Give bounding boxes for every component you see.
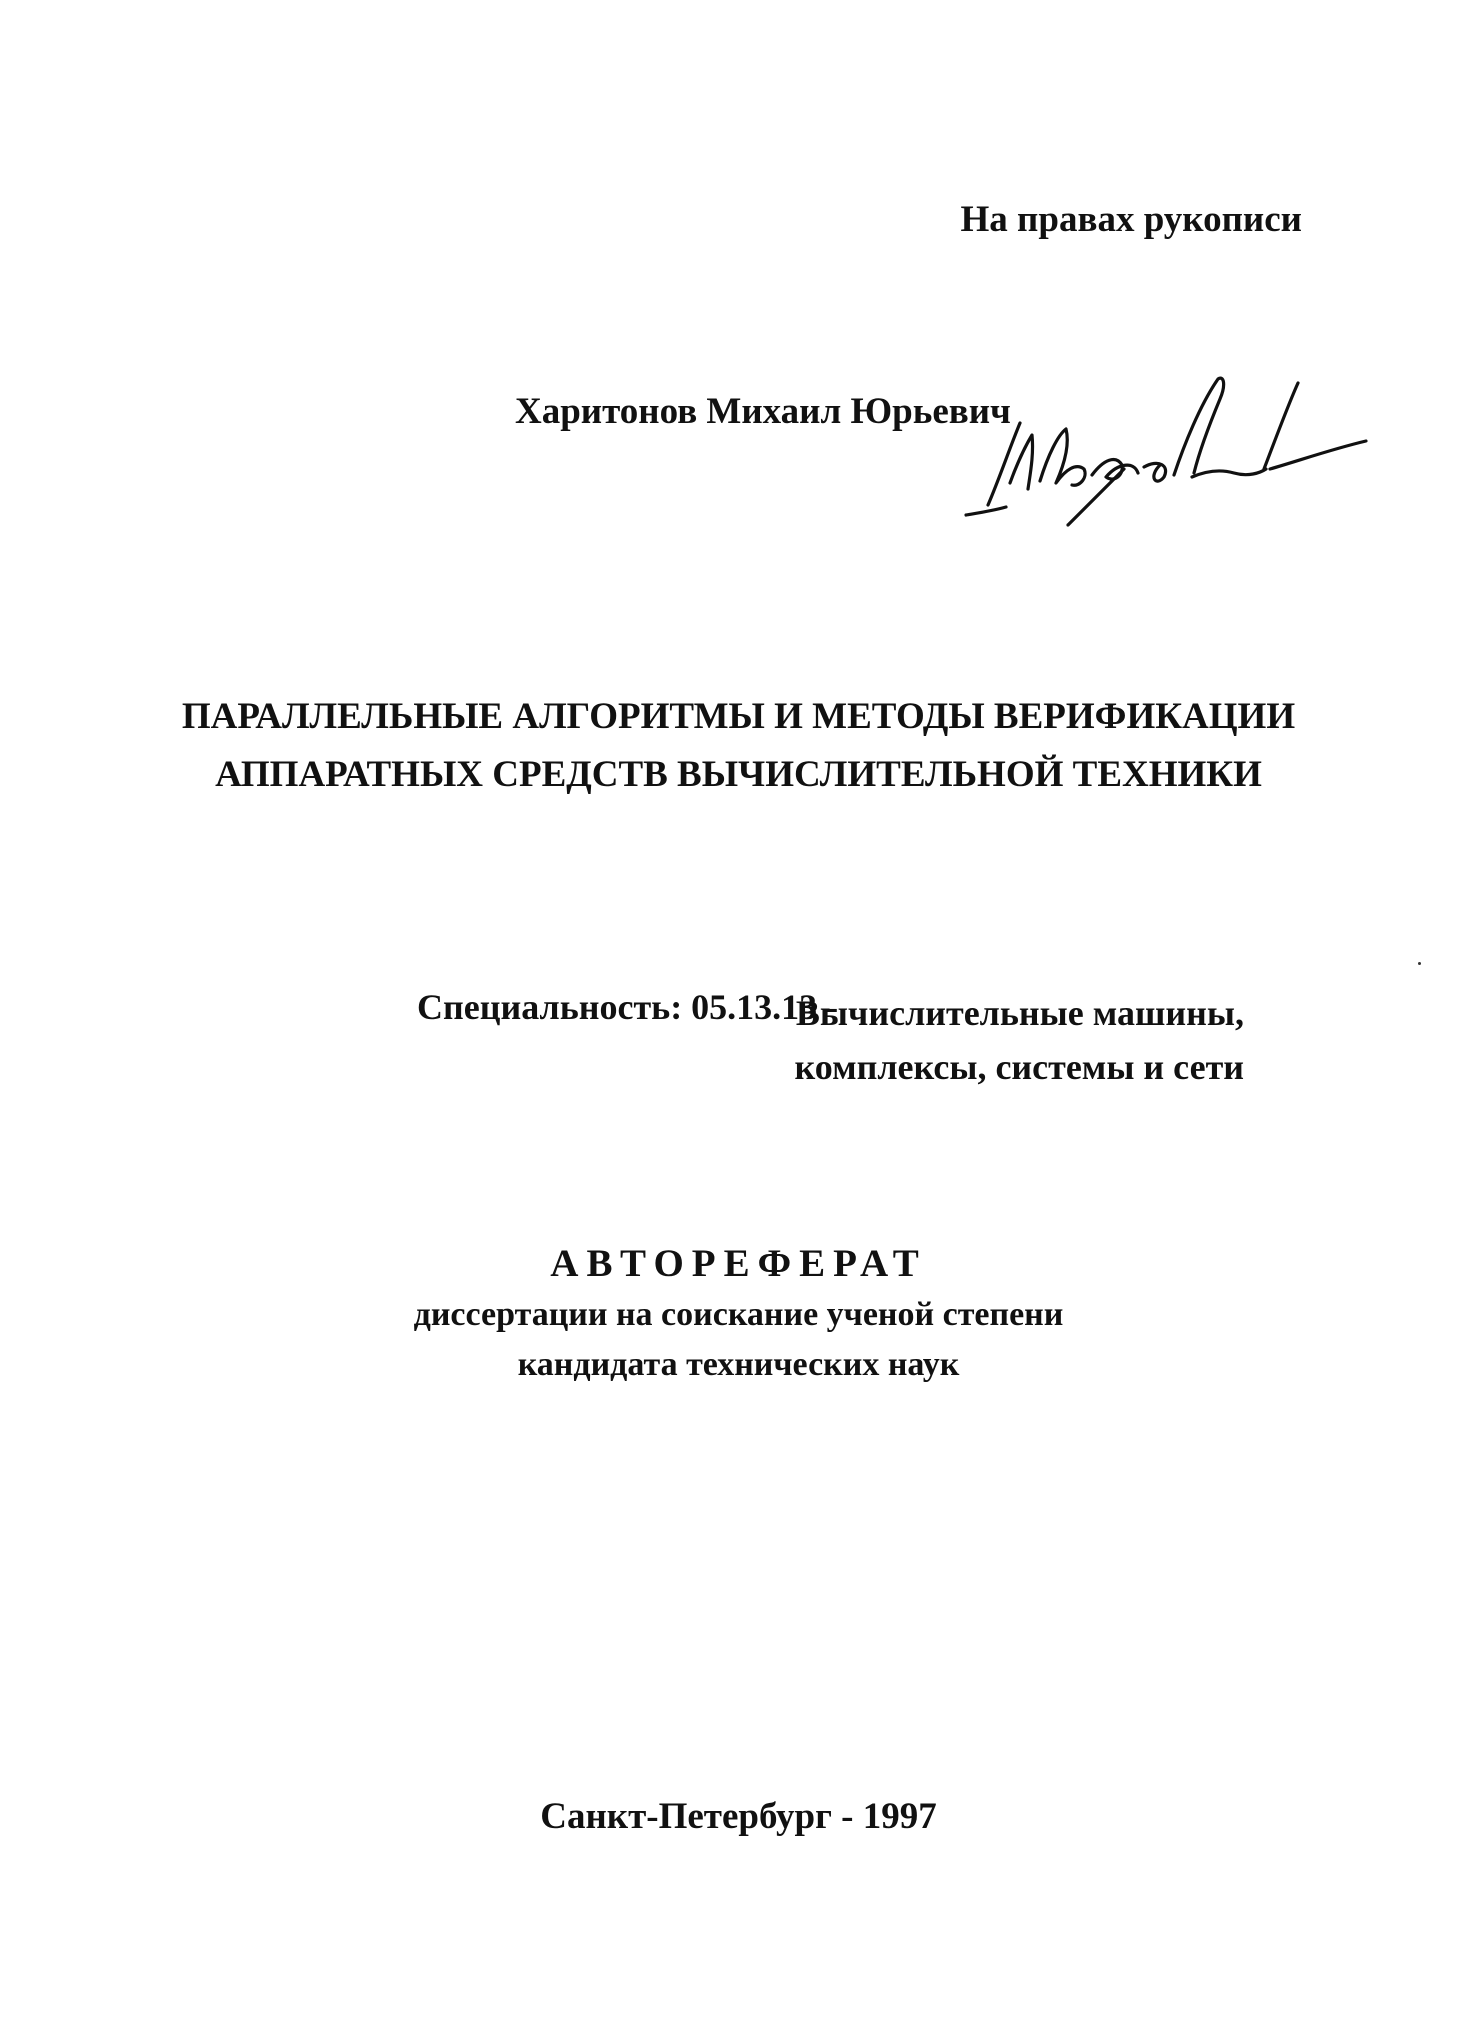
author-name: Харитонов Михаил Юрьевич bbox=[515, 391, 1011, 432]
thesis-title bbox=[0, 688, 1477, 804]
specialty-line-2: комплексы, системы и сети bbox=[794, 1047, 1244, 1087]
abstract-block bbox=[0, 1238, 1477, 1390]
city-year: Санкт-Петербург - 1997 bbox=[540, 1796, 937, 1837]
abstract-subtitle-line-1: диссертации на соискание ученой степени bbox=[413, 1296, 1064, 1333]
specialty-description bbox=[794, 986, 1244, 1094]
manuscript-note: На правах рукописи bbox=[960, 199, 1302, 240]
specialty-label: Специальность: 05.13.13 - bbox=[417, 987, 839, 1027]
scan-speck bbox=[1418, 962, 1421, 965]
thesis-title-line-2: АППАРАТНЫХ СРЕДСТВ ВЫЧИСЛИТЕЛЬНОЙ ТЕХНИКИ bbox=[215, 754, 1262, 795]
thesis-title-line-1: ПАРАЛЛЕЛЬНЫЕ АЛГОРИТМЫ И МЕТОДЫ ВЕРИФИКАЦИИ bbox=[181, 696, 1296, 737]
abstract-heading: АВТОРЕФЕРАТ bbox=[550, 1242, 927, 1285]
signature-image bbox=[948, 365, 1368, 535]
abstract-subtitle-line-2: кандидата технических наук bbox=[517, 1346, 960, 1383]
specialty-line-1: Вычислительные машины, bbox=[795, 993, 1244, 1033]
